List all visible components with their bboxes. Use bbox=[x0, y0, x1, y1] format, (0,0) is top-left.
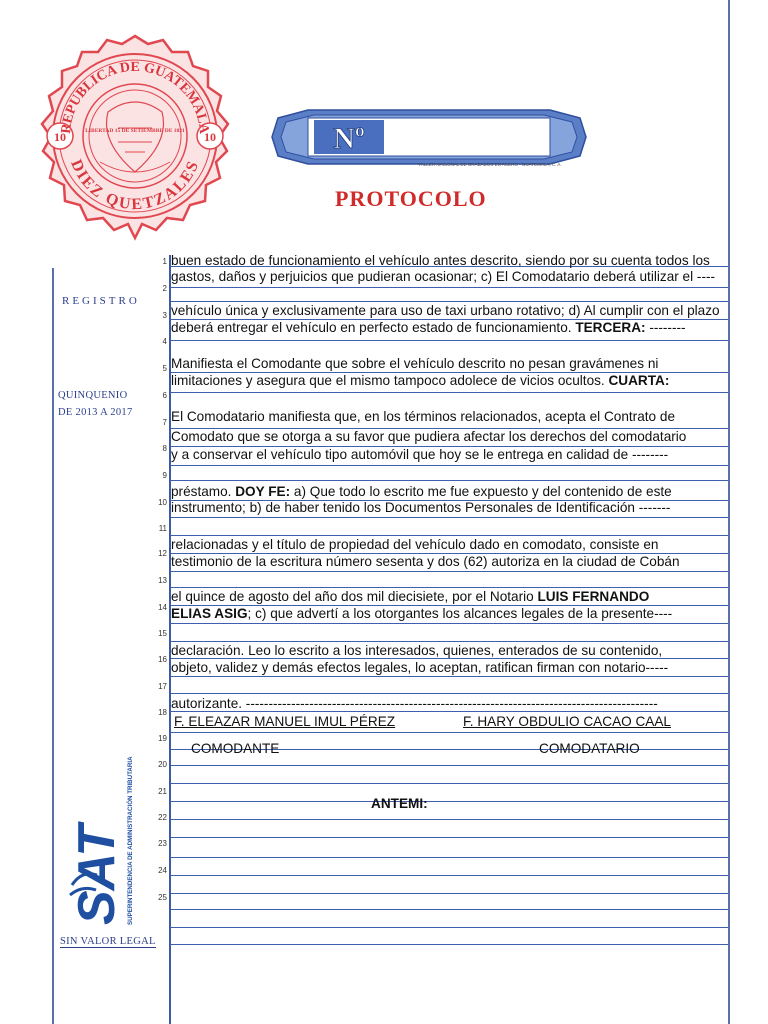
text-line-16: declaración. Leo lo escrito a los interesados, quienes, enterados de su contenido, bbox=[171, 643, 663, 658]
text-line-10-c: a) Que todo lo escrito me fue expuesto y del contenido de este bbox=[290, 484, 672, 499]
text-line-17: objeto, validez y demás efectos legales, lo aceptan, ratifican firman con notario----- bbox=[171, 660, 669, 675]
doy-fe-heading: DOY FE: bbox=[235, 484, 291, 499]
line-number: 14 bbox=[158, 603, 167, 612]
quinquenio-label bbox=[58, 387, 133, 421]
quinquenio-line-1: QUINQUENIO bbox=[58, 390, 128, 401]
ruled-line bbox=[170, 301, 728, 302]
ruled-line bbox=[170, 732, 728, 733]
text-line-14 bbox=[171, 589, 731, 605]
signature-comodante-name: F. ELEAZAR MANUEL IMUL PÉREZ bbox=[174, 714, 396, 729]
seal-country-text: REPUBLICA DE GUATEMALA bbox=[58, 59, 212, 135]
ruled-line bbox=[170, 693, 728, 694]
text-line-12: relacionadas y el título de propiedad del vehículo dado en comodato, consiste en bbox=[171, 537, 659, 552]
ruled-line bbox=[170, 517, 728, 518]
ruled-line bbox=[170, 801, 728, 802]
stamp-printer-note: TALLER NACIONAL DE GRABADOS EN ACERO - GUATEMALA, C. A. bbox=[418, 162, 562, 167]
quinquenio-line-2: DE 2013 A 2017 bbox=[58, 407, 133, 418]
notary-name-first: LUIS FERNANDO bbox=[537, 589, 650, 604]
line-number: 4 bbox=[162, 337, 167, 346]
seal-value-right: 10 bbox=[204, 130, 216, 144]
text-line-1: buen estado de funcionamiento el vehículo antes descrito, siendo por su cuenta todos los bbox=[171, 253, 710, 268]
text-line-15 bbox=[171, 606, 731, 622]
text-line-6 bbox=[171, 373, 731, 389]
tax-stamp-seal bbox=[30, 32, 240, 252]
ruled-line bbox=[170, 480, 728, 481]
text-line-3: vehículo única y exclusivamente para uso de taxi urbano rotativo; d) Al cumplir con el plazo bbox=[171, 303, 720, 318]
cuarta-heading: CUARTA: bbox=[608, 373, 670, 388]
line-number: 22 bbox=[158, 813, 167, 822]
text-line-11: instrumento; b) de haber tenido los Documentos Personales de Identificación ------- bbox=[171, 500, 671, 515]
seal-value-left: 10 bbox=[54, 130, 66, 144]
ruled-line bbox=[170, 927, 728, 928]
page-title: PROTOCOLO bbox=[335, 186, 487, 211]
line-number: 13 bbox=[158, 576, 167, 585]
line-number: 3 bbox=[162, 311, 167, 320]
line-number: 10 bbox=[158, 498, 167, 507]
protocol-number-stamp bbox=[268, 106, 590, 168]
ruled-line bbox=[170, 287, 728, 288]
text-line-8: Comodato que se otorga a su favor que pudiera afectar los derechos del comodatario bbox=[171, 429, 687, 444]
ruled-line bbox=[170, 909, 728, 910]
text-line-4-a: deberá entregar el vehículo en perfecto estado de funcionamiento. bbox=[171, 320, 576, 335]
text-line-13: testimonio de la escritura número sesenta y dos (62) autoriza en la ciudad de Cobán bbox=[171, 554, 680, 569]
text-line-14-a: el quince de agosto del año dos mil diecisiete, por el Notario bbox=[171, 589, 538, 604]
line-number: 9 bbox=[162, 471, 167, 480]
text-line-6-a: limitaciones y asegura que el mismo tampoco adolece de vicios ocultos. bbox=[171, 373, 609, 388]
line-number: 17 bbox=[158, 682, 167, 691]
line-number: 15 bbox=[158, 629, 167, 638]
ruled-line bbox=[170, 837, 728, 838]
ruled-line bbox=[170, 875, 728, 876]
stamp-number-symbol: Nº bbox=[333, 122, 365, 155]
sat-subtitle: SUPERINTENDENCIA DE ADMINISTRACIÓN TRIBUTARIA bbox=[127, 756, 134, 925]
text-line-4-c: -------- bbox=[645, 320, 686, 335]
line-number: 11 bbox=[158, 524, 167, 533]
line-number: 2 bbox=[162, 284, 167, 293]
ruled-line bbox=[170, 465, 728, 466]
line-number: 16 bbox=[158, 655, 167, 664]
no-legal-value-label: SIN VALOR LEGAL bbox=[60, 936, 156, 947]
ruled-line bbox=[170, 392, 728, 393]
ruled-line bbox=[170, 641, 728, 642]
line-number: 5 bbox=[162, 364, 167, 373]
text-line-18: autorizante. ------------------------------------------------------------------------------------------- bbox=[171, 696, 658, 711]
line-number: 21 bbox=[158, 787, 167, 796]
ruled-line bbox=[170, 587, 728, 588]
line-number: 1 bbox=[162, 257, 167, 266]
antemi-label: ANTEMI: bbox=[371, 796, 428, 811]
line-number: 25 bbox=[158, 893, 167, 902]
text-line-7: El Comodatario manifiesta que, en los términos relacionados, acepta el Contrato de bbox=[171, 409, 676, 424]
seal-motto: LIBERTAD 15 DE SETIEMBRE DE 1821 bbox=[85, 128, 185, 134]
signature-comodatario-name: F. HARY OBDULIO CACAO CAAL bbox=[463, 714, 671, 729]
ruled-line bbox=[170, 819, 728, 820]
sat-logo-text: SAT bbox=[68, 824, 126, 925]
text-line-10-a: préstamo. bbox=[171, 484, 236, 499]
ruled-line bbox=[170, 535, 728, 536]
notary-name-last: ELIAS ASIG bbox=[171, 606, 248, 621]
text-line-5: Manifiesta el Comodante que sobre el vehículo descrito no pesan gravámenes ni bbox=[171, 356, 659, 371]
text-line-4 bbox=[171, 320, 731, 336]
line-number: 23 bbox=[158, 839, 167, 848]
ruled-line bbox=[170, 783, 728, 784]
ruled-line bbox=[170, 857, 728, 858]
line-number: 8 bbox=[162, 444, 167, 453]
registro-label: REGISTRO bbox=[62, 295, 140, 307]
text-line-15-b: ; c) que advertí a los otorgantes los alcances legales de la presente---- bbox=[247, 606, 673, 621]
ruled-line bbox=[170, 340, 728, 341]
text-line-9: y a conservar el vehículo tipo automóvil que hoy se le entrega en calidad de -------- bbox=[171, 447, 669, 462]
ruled-line bbox=[170, 765, 728, 766]
line-number: 24 bbox=[158, 866, 167, 875]
ruled-line bbox=[170, 893, 728, 894]
line-number: 18 bbox=[158, 708, 167, 717]
ruled-line bbox=[170, 571, 728, 572]
left-margin-border bbox=[52, 268, 54, 1024]
seal-denomination-text: DIEZ QUETZALES bbox=[67, 157, 203, 214]
ruled-line bbox=[170, 623, 728, 624]
ruled-line bbox=[170, 676, 728, 677]
signature-comodatario-role: COMODATARIO bbox=[539, 741, 640, 756]
sat-logo bbox=[62, 735, 142, 930]
line-number: 19 bbox=[158, 734, 167, 743]
ruled-line bbox=[170, 944, 728, 945]
text-line-10 bbox=[171, 484, 731, 500]
signature-comodante-role: COMODANTE bbox=[191, 741, 280, 756]
line-number: 6 bbox=[162, 391, 167, 400]
line-number: 7 bbox=[162, 418, 167, 427]
line-number: 20 bbox=[158, 760, 167, 769]
line-number: 12 bbox=[158, 549, 167, 558]
tercera-heading: TERCERA: bbox=[575, 320, 646, 335]
text-line-2: gastos, daños y perjuicios que pudieran ocasionar; c) El Comodatario deberá utilizar el ---- bbox=[171, 269, 716, 284]
